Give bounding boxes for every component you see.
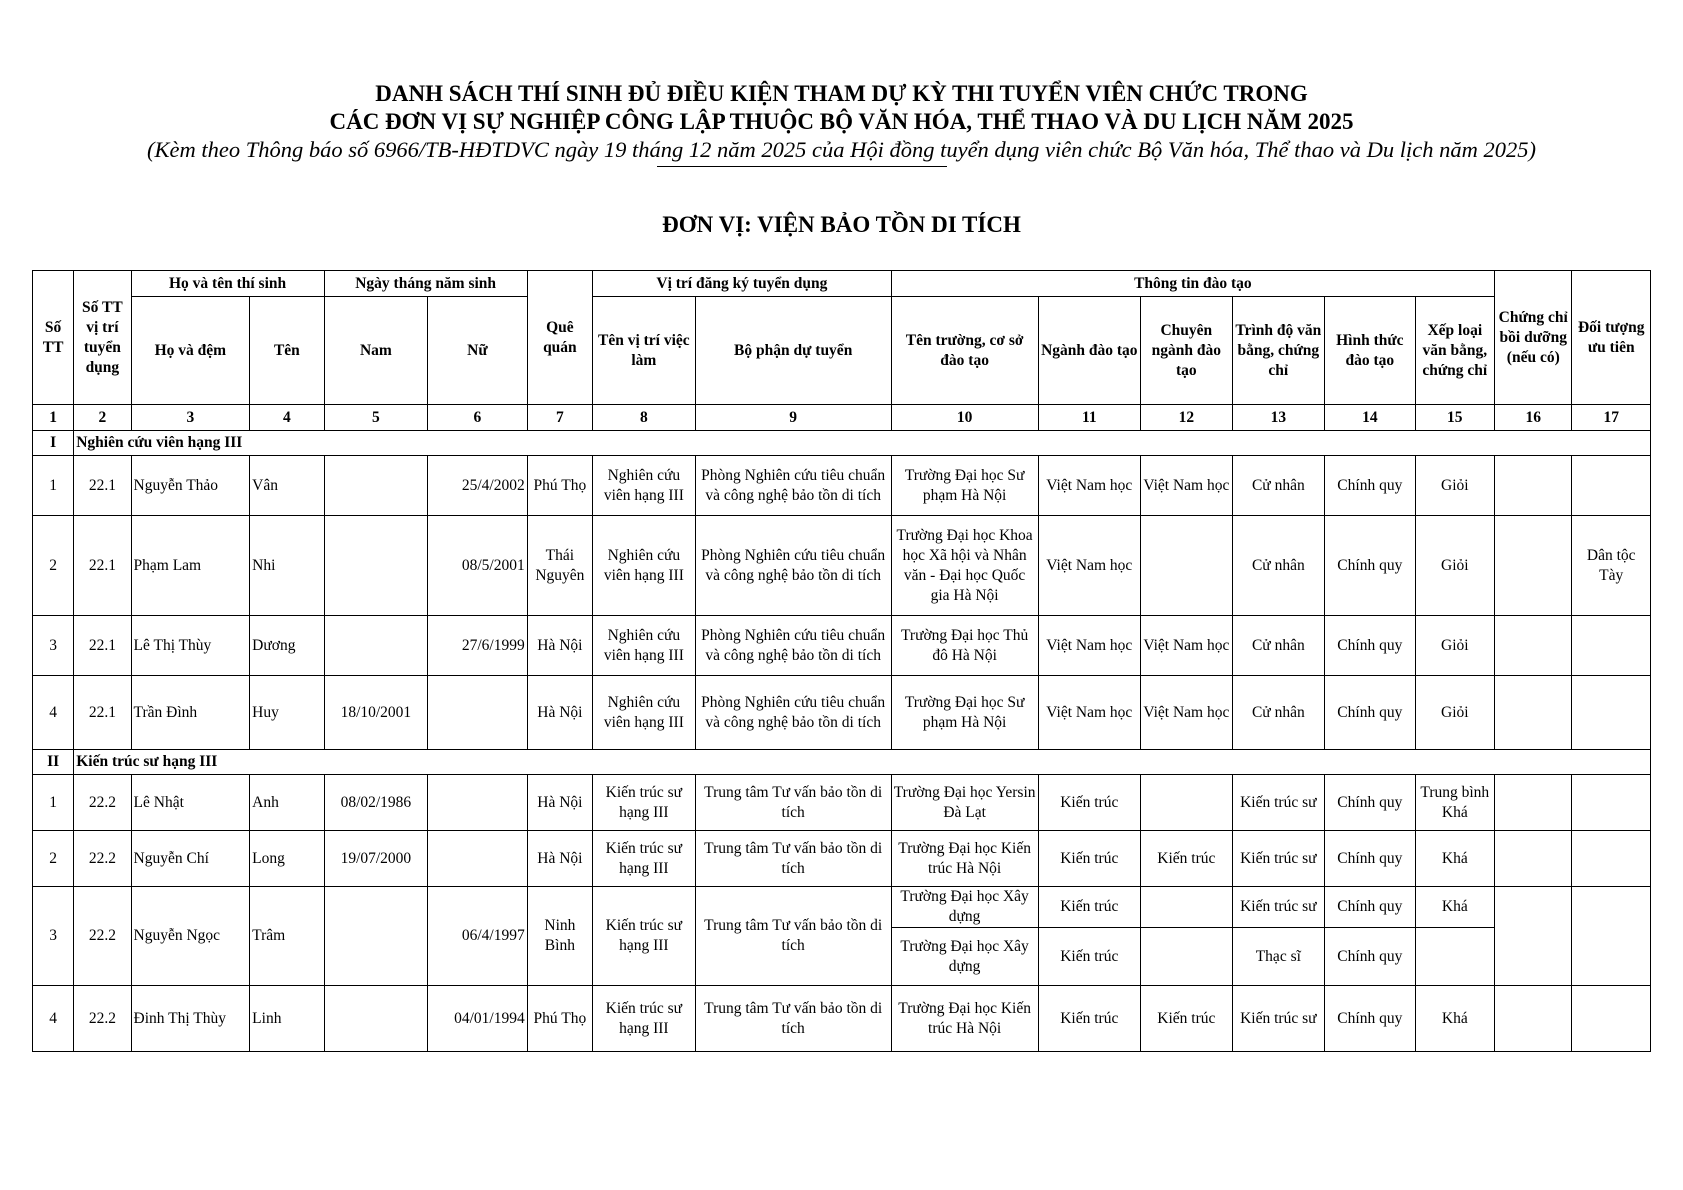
column-number: 14 [1325, 405, 1415, 431]
col-header-chuyennganh: Chuyên ngành đào tạo [1141, 297, 1233, 405]
cell-stt: 2 [33, 516, 74, 616]
cell-chungchi [1495, 616, 1572, 676]
cell-quequan: Hà Nội [527, 676, 592, 750]
col-header-hinhthuc: Hình thức đào tạo [1325, 297, 1415, 405]
column-number: 10 [891, 405, 1038, 431]
cell-ten: Vân [250, 456, 324, 516]
cell-nu: 27/6/1999 [428, 616, 528, 676]
cell-chungchi [1495, 775, 1572, 831]
table-row [33, 887, 1651, 928]
cell-xeploai: Khá [1415, 887, 1494, 928]
cell-truong: Trường Đại học Thủ đô Hà Nội [891, 616, 1038, 676]
cell-bophan: Trung tâm Tư vấn bảo tồn di tích [695, 775, 891, 831]
col-header-ten: Tên [250, 297, 324, 405]
cell-hodem: Nguyễn Chí [131, 831, 250, 887]
cell-code: 22.1 [74, 676, 131, 750]
col-header-daotao-group: Thông tin đào tạo [891, 271, 1494, 297]
title-line-1: DANH SÁCH THÍ SINH ĐỦ ĐIỀU KIỆN THAM DỰ KỲ THI TUYỂN VIÊN CHỨC TRONG [375, 81, 1308, 106]
column-number: 3 [131, 405, 250, 431]
cell-doituong: Dân tộc Tày [1572, 516, 1651, 616]
cell-nu: 04/01/1994 [428, 986, 528, 1052]
cell-ten: Huy [250, 676, 324, 750]
col-header-bophan: Bộ phận dự tuyển [695, 297, 891, 405]
cell-code: 22.2 [74, 775, 131, 831]
cell-nam [324, 456, 428, 516]
cell-nam [324, 516, 428, 616]
column-number: 8 [593, 405, 696, 431]
col-header-ten-vitri: Tên vị trí việc làm [593, 297, 696, 405]
cell-xeploai: Giỏi [1415, 616, 1494, 676]
cell-hinhthuc: Chính quy [1325, 775, 1415, 831]
cell-chungchi [1495, 516, 1572, 616]
cell-trinhdo: Kiến trúc sư [1232, 775, 1325, 831]
cell-code: 22.2 [74, 986, 131, 1052]
cell-vitri: Nghiên cứu viên hạng III [593, 616, 696, 676]
table-row [33, 516, 1651, 616]
column-number: 7 [527, 405, 592, 431]
cell-xeploai: Khá [1415, 986, 1494, 1052]
cell-chungchi [1495, 887, 1572, 986]
cell-nu [428, 831, 528, 887]
cell-code: 22.1 [74, 616, 131, 676]
table-body [33, 271, 1651, 1052]
col-header-nam: Nam [324, 297, 428, 405]
cell-nganh: Kiến trúc [1038, 986, 1141, 1052]
cell-nganh: Việt Nam học [1038, 456, 1141, 516]
cell-chuyennganh: Việt Nam học [1141, 616, 1233, 676]
cell-chungchi [1495, 456, 1572, 516]
cell-chungchi [1495, 986, 1572, 1052]
cell-chuyennganh: Việt Nam học [1141, 456, 1233, 516]
cell-nganh: Kiến trúc [1038, 775, 1141, 831]
col-header-hoten-group: Họ và tên thí sinh [131, 271, 324, 297]
col-header-trinhdo: Trình độ văn bằng, chứng chỉ [1232, 297, 1325, 405]
cell-xeploai: Giỏi [1415, 456, 1494, 516]
cell-quequan: Thái Nguyên [527, 516, 592, 616]
cell-nam: 08/02/1986 [324, 775, 428, 831]
col-header-nu: Nữ [428, 297, 528, 405]
cell-hodem: Nguyễn Ngọc [131, 887, 250, 986]
cell-trinhdo: Kiến trúc sư [1232, 887, 1325, 928]
column-number: 6 [428, 405, 528, 431]
section-number: I [33, 431, 74, 456]
cell-vitri: Kiến trúc sư hạng III [593, 986, 696, 1052]
cell-trinhdo: Cử nhân [1232, 676, 1325, 750]
cell-vitri: Kiến trúc sư hạng III [593, 775, 696, 831]
header-row-sub [33, 297, 1651, 405]
cell-truong: Trường Đại học Xây dựng [891, 887, 1038, 928]
cell-nganh: Việt Nam học [1038, 676, 1141, 750]
cell-hinhthuc: Chính quy [1325, 676, 1415, 750]
cell-nganh: Kiến trúc [1038, 831, 1141, 887]
cell-truong: Trường Đại học Khoa học Xã hội và Nhân văn - Đại học Quốc gia Hà Nội [891, 516, 1038, 616]
cell-hodem: Lê Nhật [131, 775, 250, 831]
cell-nganh: Việt Nam học [1038, 616, 1141, 676]
table-row [33, 986, 1651, 1052]
cell-hinhthuc: Chính quy [1325, 616, 1415, 676]
cell-chungchi [1495, 831, 1572, 887]
cell-truong: Trường Đại học Sư phạm Hà Nội [891, 456, 1038, 516]
cell-hodem: Trần Đình [131, 676, 250, 750]
cell-chuyennganh [1141, 516, 1233, 616]
cell-trinhdo: Kiến trúc sư [1232, 831, 1325, 887]
col-header-xeploai: Xếp loại văn bằng, chứng chỉ [1415, 297, 1494, 405]
cell-nganh: Kiến trúc [1038, 928, 1141, 986]
unit-title: ĐƠN VỊ: VIỆN BẢO TỒN DI TÍCH [662, 212, 1021, 237]
cell-doituong [1572, 831, 1651, 887]
column-number: 5 [324, 405, 428, 431]
cell-stt: 1 [33, 456, 74, 516]
cell-hodem: Phạm Lam [131, 516, 250, 616]
cell-chuyennganh: Kiến trúc [1141, 831, 1233, 887]
cell-nu: 25/4/2002 [428, 456, 528, 516]
cell-code: 22.2 [74, 887, 131, 986]
col-header-nganh: Ngành đào tạo [1038, 297, 1141, 405]
cell-ten: Linh [250, 986, 324, 1052]
cell-ten: Trâm [250, 887, 324, 986]
section-row [33, 750, 1651, 775]
cell-ten: Dương [250, 616, 324, 676]
cell-bophan: Trung tâm Tư vấn bảo tồn di tích [695, 831, 891, 887]
cell-doituong [1572, 775, 1651, 831]
header-row-group [33, 271, 1651, 297]
cell-chungchi [1495, 676, 1572, 750]
cell-nam [324, 986, 428, 1052]
col-header-stt-vitri: Số TT vị trí tuyển dụng [74, 271, 131, 405]
cell-truong: Trường Đại học Xây dựng [891, 928, 1038, 986]
cell-xeploai: Khá [1415, 831, 1494, 887]
column-number-row [33, 405, 1651, 431]
cell-code: 22.1 [74, 516, 131, 616]
column-number: 12 [1141, 405, 1233, 431]
cell-ten: Anh [250, 775, 324, 831]
cell-bophan: Phòng Nghiên cứu tiêu chuẩn và công nghệ bảo tồn di tích [695, 676, 891, 750]
subtitle-underline [657, 166, 947, 167]
cell-ten: Nhi [250, 516, 324, 616]
col-header-hodem: Họ và đệm [131, 297, 250, 405]
cell-stt: 3 [33, 616, 74, 676]
cell-xeploai [1415, 928, 1494, 986]
cell-truong: Trường Đại học Sư phạm Hà Nội [891, 676, 1038, 750]
table-row [33, 775, 1651, 831]
cell-xeploai: Giỏi [1415, 516, 1494, 616]
cell-hodem: Nguyễn Thảo [131, 456, 250, 516]
cell-chuyennganh [1141, 775, 1233, 831]
cell-doituong [1572, 456, 1651, 516]
cell-nu: 08/5/2001 [428, 516, 528, 616]
cell-quequan: Hà Nội [527, 775, 592, 831]
table-row [33, 831, 1651, 887]
subtitle: (Kèm theo Thông báo số 6966/TB-HĐTDVC ngày 19 tháng 12 năm 2025 của Hội đồng tuyển dụng viên chức Bộ Văn hóa, Thể thao và Du lịch năm 2025) [146, 137, 1536, 162]
cell-nam [324, 887, 428, 986]
column-number: 15 [1415, 405, 1494, 431]
cell-hinhthuc: Chính quy [1325, 887, 1415, 928]
cell-vitri: Nghiên cứu viên hạng III [593, 676, 696, 750]
cell-chuyennganh [1141, 887, 1233, 928]
candidate-table [32, 270, 1651, 1052]
cell-hodem: Lê Thị Thùy [131, 616, 250, 676]
section-row [33, 431, 1651, 456]
column-number: 2 [74, 405, 131, 431]
cell-bophan: Phòng Nghiên cứu tiêu chuẩn và công nghệ bảo tồn di tích [695, 516, 891, 616]
table-row [33, 676, 1651, 750]
col-header-stt: Số TT [33, 271, 74, 405]
cell-quequan: Phú Thọ [527, 986, 592, 1052]
cell-trinhdo: Kiến trúc sư [1232, 986, 1325, 1052]
cell-nganh: Kiến trúc [1038, 887, 1141, 928]
cell-vitri: Kiến trúc sư hạng III [593, 831, 696, 887]
document-header [0, 80, 1683, 167]
cell-vitri: Nghiên cứu viên hạng III [593, 456, 696, 516]
cell-chuyennganh: Kiến trúc [1141, 986, 1233, 1052]
cell-doituong [1572, 616, 1651, 676]
cell-trinhdo: Cử nhân [1232, 456, 1325, 516]
col-header-ngaysinh-group: Ngày tháng năm sinh [324, 271, 527, 297]
cell-hodem: Đinh Thị Thùy [131, 986, 250, 1052]
cell-truong: Trường Đại học Kiến trúc Hà Nội [891, 986, 1038, 1052]
cell-stt: 2 [33, 831, 74, 887]
cell-doituong [1572, 676, 1651, 750]
cell-doituong [1572, 986, 1651, 1052]
cell-vitri: Nghiên cứu viên hạng III [593, 516, 696, 616]
column-number: 16 [1495, 405, 1572, 431]
cell-nam [324, 616, 428, 676]
col-header-doituong: Đối tượng ưu tiên [1572, 271, 1651, 405]
column-number: 17 [1572, 405, 1651, 431]
cell-stt: 1 [33, 775, 74, 831]
col-header-vitri-group: Vị trí đăng ký tuyển dụng [593, 271, 892, 297]
cell-code: 22.1 [74, 456, 131, 516]
table-row [33, 616, 1651, 676]
cell-stt: 4 [33, 676, 74, 750]
section-title: Kiến trúc sư hạng III [74, 750, 1651, 775]
cell-quequan: Hà Nội [527, 831, 592, 887]
cell-nu [428, 775, 528, 831]
cell-nam: 19/07/2000 [324, 831, 428, 887]
cell-chuyennganh [1141, 928, 1233, 986]
cell-truong: Trường Đại học Yersin Đà Lạt [891, 775, 1038, 831]
cell-hinhthuc: Chính quy [1325, 516, 1415, 616]
cell-doituong [1572, 887, 1651, 986]
cell-bophan: Trung tâm Tư vấn bảo tồn di tích [695, 986, 891, 1052]
col-header-truong: Tên trường, cơ sở đào tạo [891, 297, 1038, 405]
cell-hinhthuc: Chính quy [1325, 986, 1415, 1052]
cell-bophan: Phòng Nghiên cứu tiêu chuẩn và công nghệ bảo tồn di tích [695, 456, 891, 516]
title-line-2: CÁC ĐƠN VỊ SỰ NGHIỆP CÔNG LẬP THUỘC BỘ VĂN HÓA, THỂ THAO VÀ DU LỊCH NĂM 2025 [329, 109, 1354, 134]
cell-nganh: Việt Nam học [1038, 516, 1141, 616]
cell-xeploai: Giỏi [1415, 676, 1494, 750]
cell-hinhthuc: Chính quy [1325, 456, 1415, 516]
cell-hinhthuc: Chính quy [1325, 928, 1415, 986]
section-number: II [33, 750, 74, 775]
cell-chuyennganh: Việt Nam học [1141, 676, 1233, 750]
cell-trinhdo: Cử nhân [1232, 616, 1325, 676]
column-number: 1 [33, 405, 74, 431]
cell-vitri: Kiến trúc sư hạng III [593, 887, 696, 986]
cell-nu [428, 676, 528, 750]
cell-stt: 4 [33, 986, 74, 1052]
col-header-chungchi: Chứng chỉ bồi dưỡng (nếu có) [1495, 271, 1572, 405]
column-number: 11 [1038, 405, 1141, 431]
cell-trinhdo: Cử nhân [1232, 516, 1325, 616]
cell-quequan: Ninh Bình [527, 887, 592, 986]
cell-quequan: Phú Thọ [527, 456, 592, 516]
col-header-quequan: Quê quán [527, 271, 592, 405]
cell-truong: Trường Đại học Kiến trúc Hà Nội [891, 831, 1038, 887]
column-number: 9 [695, 405, 891, 431]
cell-ten: Long [250, 831, 324, 887]
cell-bophan: Trung tâm Tư vấn bảo tồn di tích [695, 887, 891, 986]
column-number: 4 [250, 405, 324, 431]
table-row [33, 456, 1651, 516]
cell-hinhthuc: Chính quy [1325, 831, 1415, 887]
cell-nam: 18/10/2001 [324, 676, 428, 750]
cell-bophan: Phòng Nghiên cứu tiêu chuẩn và công nghệ bảo tồn di tích [695, 616, 891, 676]
cell-quequan: Hà Nội [527, 616, 592, 676]
column-number: 13 [1232, 405, 1325, 431]
cell-xeploai: Trung bình Khá [1415, 775, 1494, 831]
cell-stt: 3 [33, 887, 74, 986]
cell-code: 22.2 [74, 831, 131, 887]
section-title: Nghiên cứu viên hạng III [74, 431, 1651, 456]
cell-nu: 06/4/1997 [428, 887, 528, 986]
cell-trinhdo: Thạc sĩ [1232, 928, 1325, 986]
